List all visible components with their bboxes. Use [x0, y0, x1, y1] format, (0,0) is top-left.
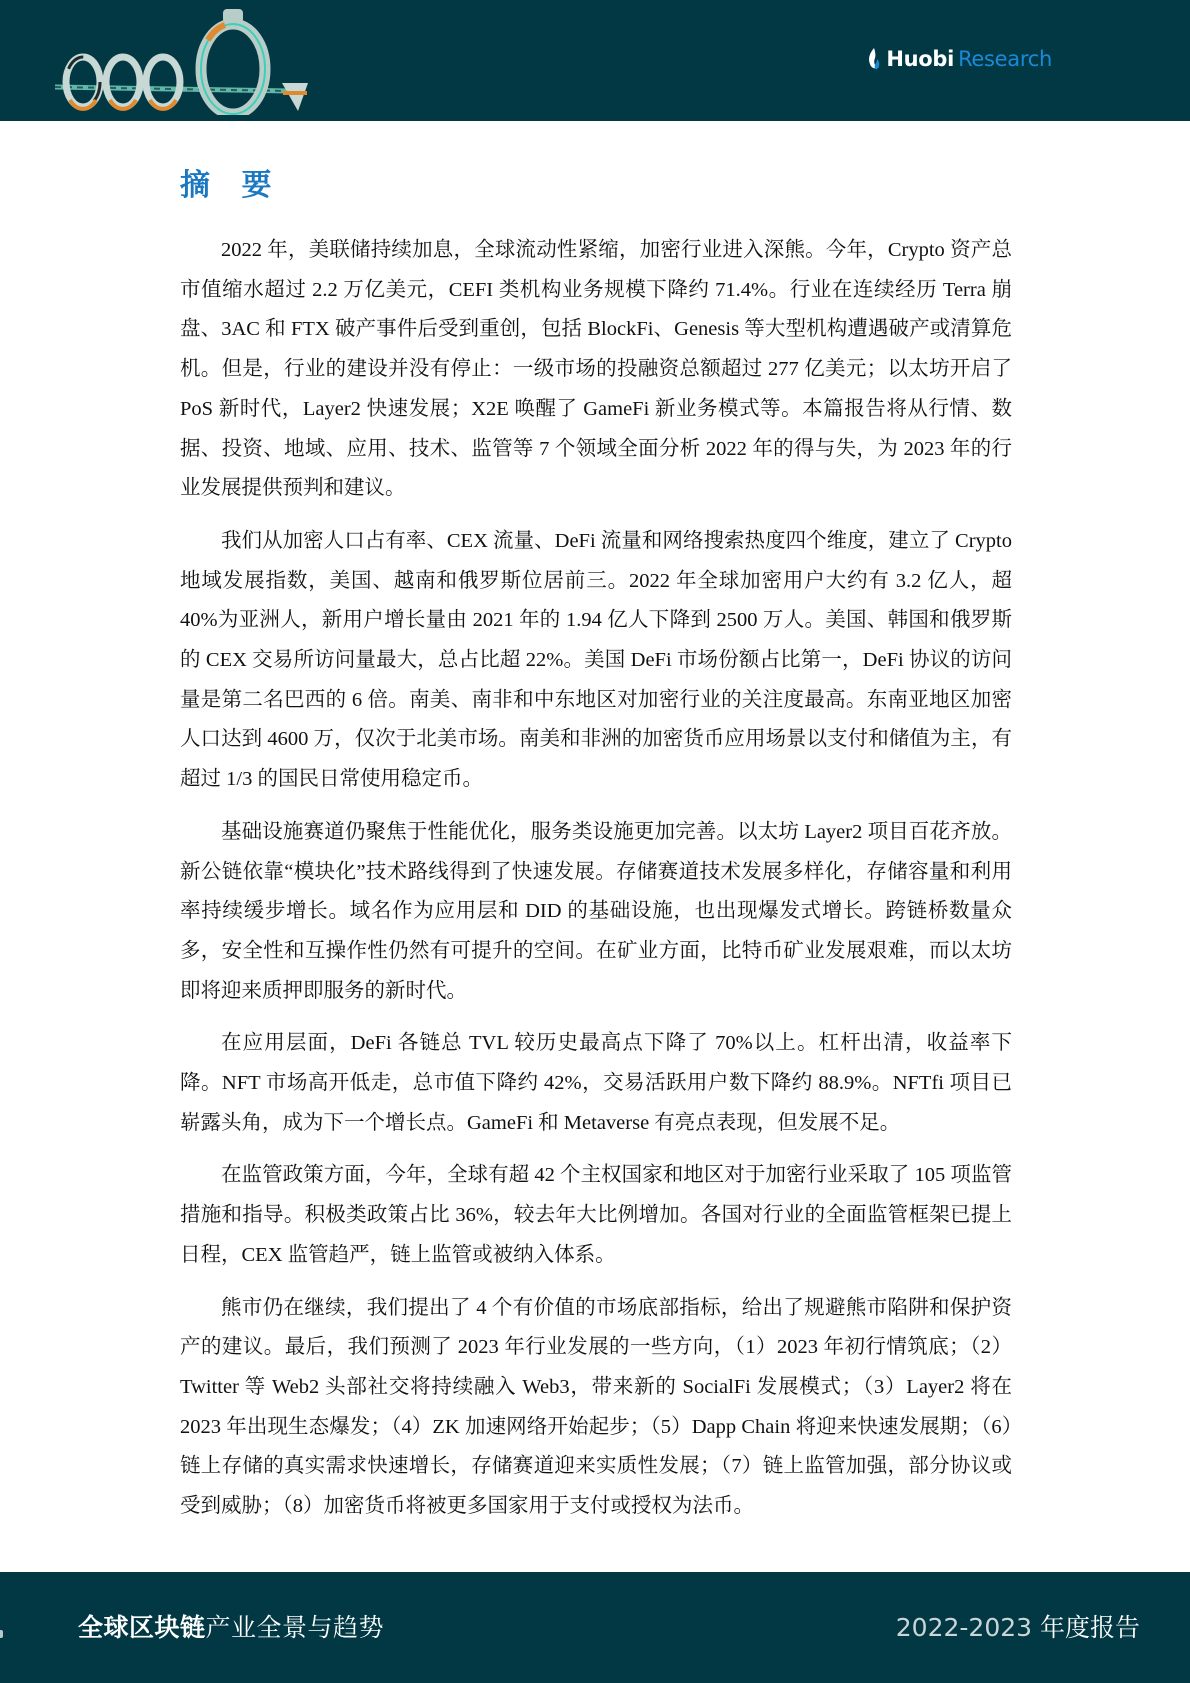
paragraph-regional: 我们从加密人口占有率、CEX 流量、DeFi 流量和网络搜索热度四个维度，建立了 Crypto 地域发展指数，美国、越南和俄罗斯位居前三。2022 年全球加密用户大约有 3.2 亿人，超 40%为亚洲人，新用户增长量由 2021 年的 1.94 亿人下降到 2500 万人。美国、韩国和俄罗斯的 CEX 交易所访问量最大，总占比超 22%。美国 DeFi 市场份额占比第一，DeFi 协议的访问量是第二名巴西的 6 倍。南美、南非和中东地区对加密行业的关注度最高。东南亚地区加密人口达到 4600 万，仅次于北美市场。南美和非洲的加密货币应用场景以支付和储值为主，有超过 1/3 的国民日常使用稳定币。 [180, 529, 1012, 791]
report-years: 2022-2023 [895, 1613, 1033, 1642]
brand-primary: Huobi [886, 47, 955, 71]
paragraph-applications: 在应用层面，DeFi 各链总 TVL 较历史最高点下降了 70%以上。杠杆出清，收益率下降。NFT 市场高开低走，总市值下降约 42%，交易活跃用户数下降约 88.9%。NFTfi 项目已崭露头角，成为下一个增长点。GameFi 和 Metaverse 有亮点表现，但发展不足。 [180, 1032, 1012, 1134]
report-series-title [78, 1608, 384, 1644]
series-title-regular: 产业全景与趋势 [205, 1613, 385, 1642]
page-footer [0, 1572, 1190, 1683]
huobi-research-logo [866, 44, 1052, 74]
page-title: 摘 要 [180, 169, 284, 202]
abstract-section [180, 164, 1012, 1540]
brand-secondary: Research [958, 47, 1052, 71]
paragraph-overview: 2022 年，美联储持续加息，全球流动性紧缩，加密行业进入深熊。今年，Crypto 资产总市值缩水超过 2.2 万亿美元，CEFI 类机构业务规模下降约 71.4%。行业在连续经历 Terra 崩盘、3AC 和 FTX 破产事件后受到重创，包括 BlockFi、Genesis 等大型机构遭遇破产或清算危机。但是，行业的建设并没有停止：一级市场的投融资总额超过 277 亿美元；以太坊开启了 PoS 新时代，Layer2 快速发展；X2E 唤醒了 GameFi 新业务模式等。本篇报告将从行情、数据、投资、地域、应用、技术、监管等 7 个领域全面分析 2022 年的得与失，为 2023 年的行业发展提供预判和建议。 [180, 239, 1012, 500]
report-edition [896, 1608, 1140, 1644]
paragraph-predictions: 熊市仍在继续，我们提出了 4 个有价值的市场底部指标，给出了规避熊市陷阱和保护资产的建议。最后，我们预测了 2023 年行业发展的一些方向，（1）2023 年初行情筑底；（2）Twitter 等 Web2 头部社交将持续融入 Web3，带来新的 SocialFi 发展模式；（3）Layer2 将在 2023 年出现生态爆发；（4）ZK 加速网络开始起步；（5）Dapp Chain 将迎来快速发展期；（6）链上存储的真实需求快速增长，存储赛道迎来实质性发展；（7）链上监管加强，部分协议或受到威胁；（8）加密货币将被更多国家用于支付或授权为法币。 [180, 1296, 1012, 1518]
page-header [0, 0, 1190, 121]
paragraph-infrastructure: 基础设施赛道仍聚焦于性能优化，服务类设施更加完善。以太坊 Layer2 项目百花齐放。新公链依靠“模块化”技术路线得到了快速发展。存储赛道技术发展多样化，存储容量和利用率持续缓步增长。域名作为应用层和 DID 的基础设施，也出现爆发式增长。跨链桥数量众多，安全性和互操作性仍然有可提升的空间。在矿业方面，比特币矿业发展艰难，而以太坊即将迎来质押即服务的新时代。 [180, 820, 1012, 1002]
report-label: 年度报告 [1032, 1613, 1140, 1642]
huobi-flame-icon [866, 47, 882, 71]
page-edge-marker [0, 1630, 3, 1638]
series-title-bold: 全球区块链 [78, 1613, 206, 1642]
rings-chain-illustration-icon [50, 5, 310, 115]
paragraph-regulation: 在监管政策方面，今年，全球有超 42 个主权国家和地区对于加密行业采取了 105 项监管措施和指导。积极类政策占比 36%，较去年大比例增加。各国对行业的全面监管框架已提上日程，CEX 监管趋严，链上监管或被纳入体系。 [180, 1164, 1012, 1266]
